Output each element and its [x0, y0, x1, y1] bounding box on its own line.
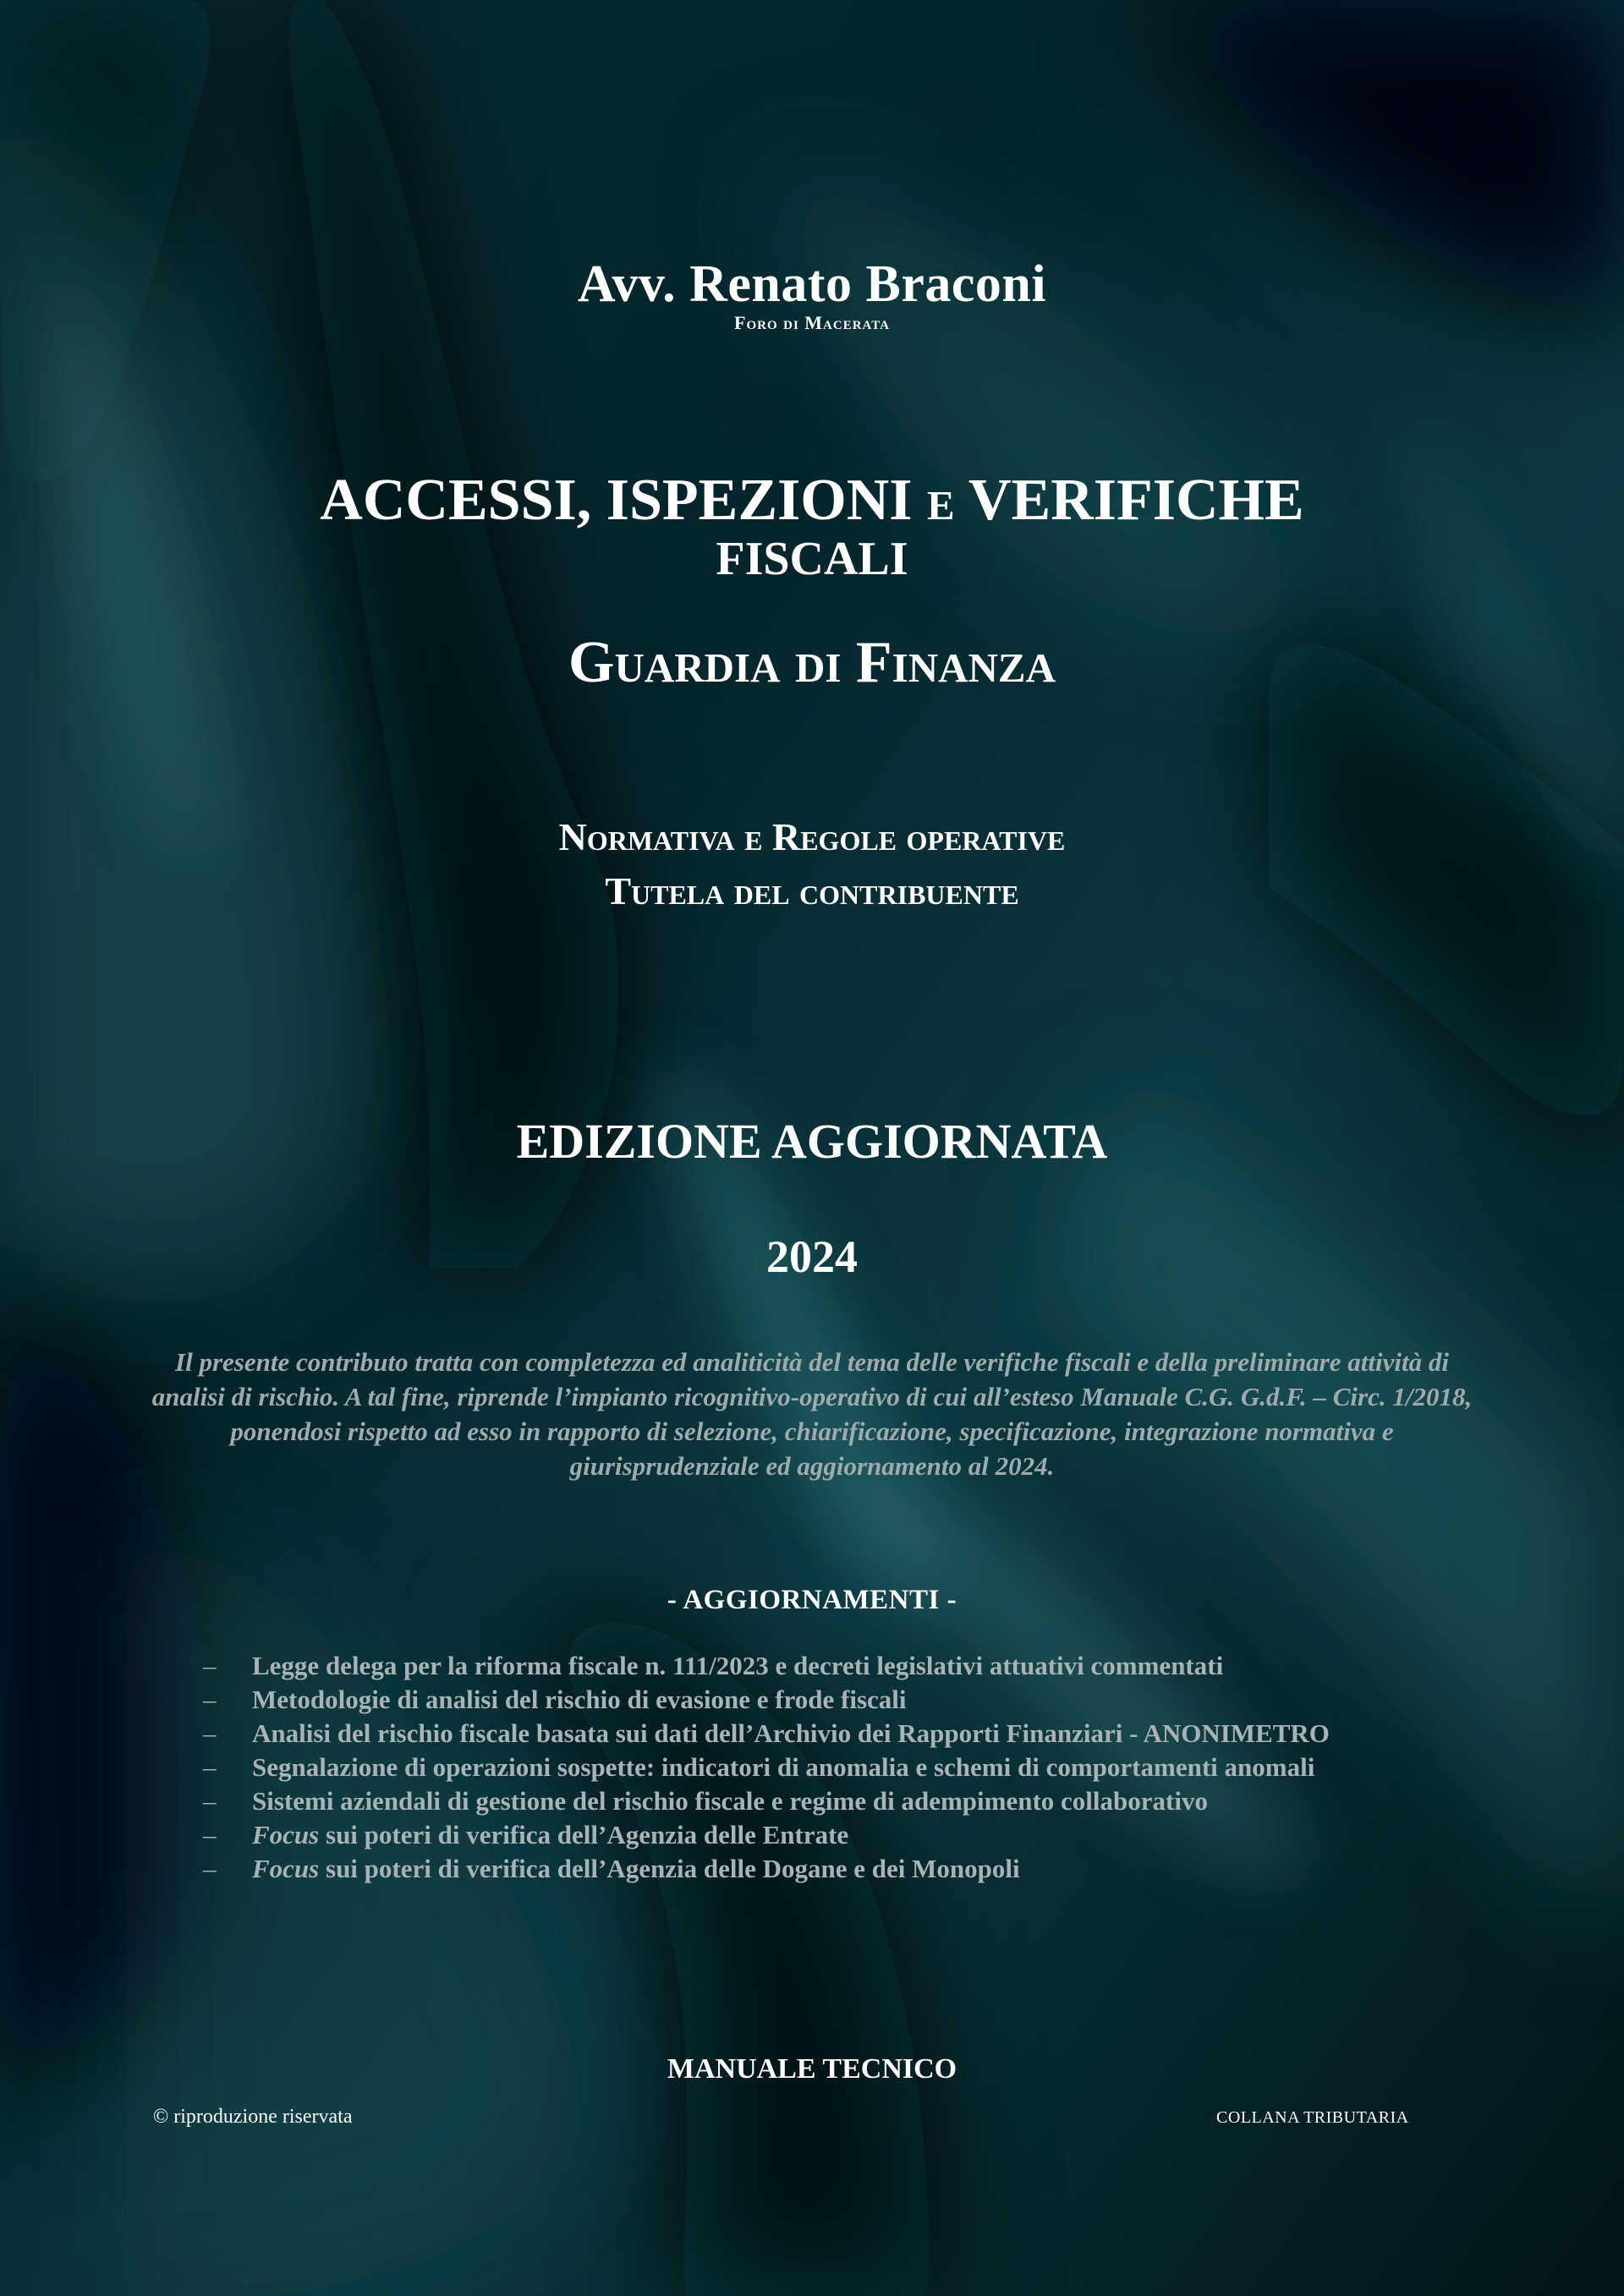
list-item	[203, 1717, 1472, 1751]
manual-type-label: MANUALE TECNICO	[667, 2053, 957, 2085]
list-item-text: Metodologie di analisi del rischio di evasione e frode fiscali	[252, 1685, 907, 1714]
focus-label: Focus	[252, 1820, 320, 1849]
list-bullet: –	[203, 1651, 217, 1680]
title-line-2: FISCALI	[716, 533, 908, 585]
list-item-text: Sistemi aziendali di gestione del rischio fiscale e regime di adempimento collaborativo	[252, 1786, 1208, 1816]
subtitle-line-2	[0, 866, 1624, 917]
list-bullet: –	[203, 1854, 217, 1883]
list-bullet: –	[203, 1685, 217, 1714]
title-line-1	[0, 465, 1624, 536]
author-name: Avv. Renato Braconi	[577, 255, 1047, 313]
list-item-text: sui poteri di verifica dell’Agenzia delle Dogane e dei Monopoli	[326, 1854, 1020, 1883]
list-bullet: –	[203, 1752, 217, 1782]
list-item	[203, 1852, 1472, 1886]
subtitle-line-1	[0, 812, 1624, 863]
updates-list	[203, 1649, 1472, 1886]
list-bullet: –	[203, 1786, 217, 1816]
list-item-text: sui poteri di verifica dell’Agenzia delle Entrate	[326, 1820, 849, 1849]
copyright-notice: © riproduzione riservata	[153, 2106, 353, 2128]
list-item	[203, 1751, 1472, 1784]
subtitle-line-2-text: Tutela del contribuente	[605, 869, 1019, 912]
series-name: COLLANA TRIBUTARIA	[1216, 2108, 1409, 2127]
list-bullet: –	[203, 1718, 217, 1748]
list-bullet: –	[203, 1820, 217, 1849]
subtitle-line-1-text: Normativa e Regole operative	[558, 815, 1066, 858]
list-item-text: Legge delega per la riforma fiscale n. 111/2023 e decreti legislativi attuativi commentati	[252, 1651, 1224, 1680]
list-item	[203, 1784, 1472, 1818]
list-item-text: Analisi del rischio fiscale basata sui dati dell’Archivio dei Rapporti Finanziari - ANONIMETRO	[252, 1718, 1330, 1748]
title-line-3	[0, 627, 1624, 699]
list-item-text: Segnalazione di operazioni sospette: indicatori di anomalia e schemi di comportamenti anomali	[252, 1752, 1315, 1782]
edition-year: 2024	[766, 1231, 858, 1282]
title-line-3-text: Guardia di Finanza	[568, 630, 1056, 695]
updates-heading: - AGGIORNAMENTI -	[667, 1585, 957, 1615]
title-line-1-text: ACCESSI, ISPEZIONI e VERIFICHE	[320, 468, 1304, 533]
list-item	[203, 1683, 1472, 1717]
bar-association-label: Foro di Macerata	[734, 312, 890, 333]
list-item	[203, 1818, 1472, 1852]
abstract-paragraph: Il presente contributo tratta con completezza ed analiticità del tema delle verifiche fiscali e della preliminare attività di analisi di rischio. A tal fine, riprende l’impianto ricognitivo-operativo di cui all’esteso Manuale C.G. G.d.F. – Circ. 1/2018, ponendosi rispetto ad esso in rapporto di selezione, chiarificazione, specificazione, integrazione normativa e giurisprudenziale ed aggiornamento al 2024.	[151, 1347, 1473, 1481]
list-item	[203, 1649, 1472, 1683]
focus-label: Focus	[252, 1854, 320, 1883]
bar-association	[0, 311, 1624, 335]
edition-label: EDIZIONE AGGIORNATA	[516, 1114, 1108, 1169]
